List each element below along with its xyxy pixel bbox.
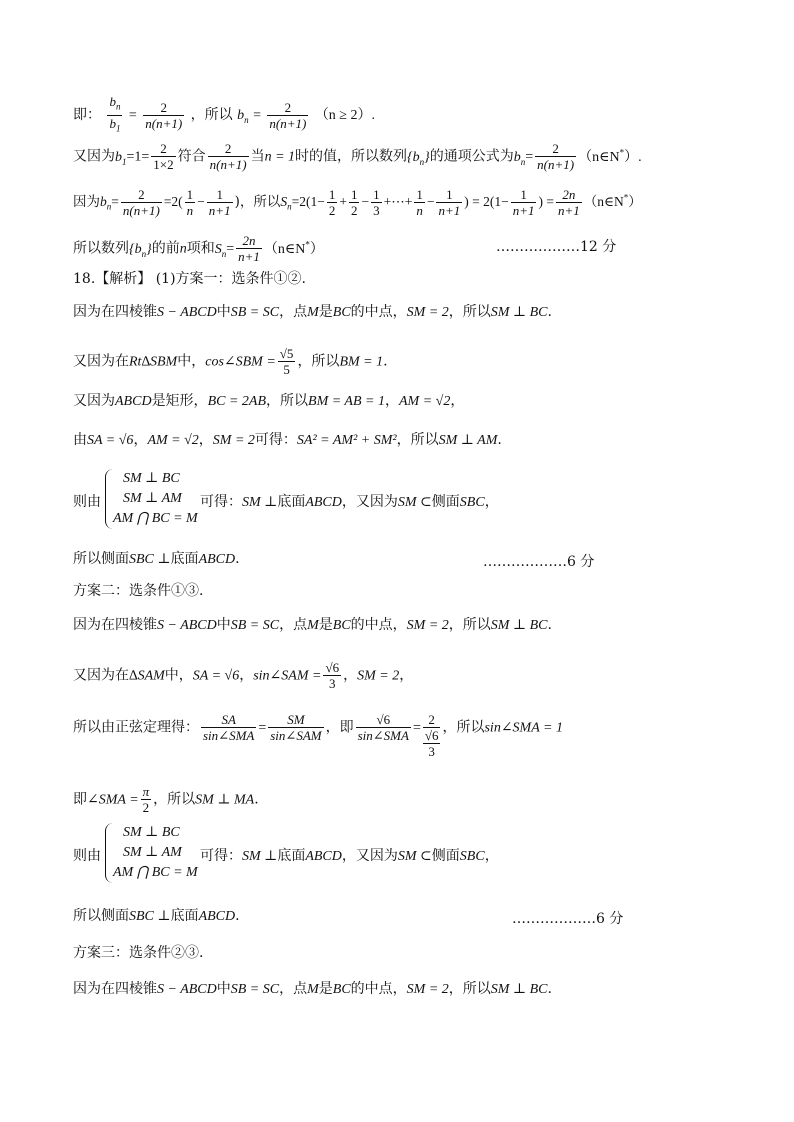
text: ，所以	[190, 107, 233, 124]
section-heading: 方案二：选条件①③.	[73, 583, 204, 599]
domain: （n∈N	[583, 194, 624, 209]
denominator: n(n+1)	[122, 203, 160, 218]
math: −	[426, 194, 435, 209]
domain: （n∈N	[578, 149, 620, 165]
var: {b	[407, 149, 420, 165]
fraction	[371, 187, 382, 218]
line-sine-rule	[73, 712, 733, 759]
text: ，又因为	[341, 848, 398, 864]
text: ）	[628, 194, 642, 209]
denominator: 5	[283, 362, 290, 377]
text: ，所以	[266, 393, 309, 409]
text: .	[497, 432, 502, 448]
text: ，所以	[448, 304, 491, 320]
brace-rows	[113, 469, 198, 529]
fraction	[141, 784, 152, 815]
numerator: √5	[279, 346, 294, 361]
math: SM = 2	[357, 668, 400, 684]
var: {b	[129, 241, 142, 257]
fraction	[323, 660, 341, 691]
equals: =	[253, 108, 261, 124]
text: 因为在四棱锥	[73, 304, 157, 320]
numerator: 2n	[556, 187, 582, 203]
math: SA = √6	[87, 433, 134, 448]
line-ratio	[73, 94, 733, 136]
text: .	[547, 981, 552, 997]
text: ，	[399, 667, 414, 684]
text: 底面	[170, 551, 199, 567]
condition: （n ≥ 2）.	[314, 108, 375, 124]
text: 侧面	[431, 848, 460, 864]
var: b	[237, 108, 245, 124]
var: S	[280, 194, 288, 209]
math: $\{b_n\}$	[129, 241, 152, 259]
math: −	[197, 194, 205, 209]
var: S	[214, 241, 222, 257]
text: 底面	[170, 908, 199, 924]
fraction	[208, 141, 249, 172]
math: =1=	[126, 149, 150, 165]
line-pyramid	[73, 980, 733, 999]
math: BC	[332, 305, 351, 320]
math: n = 1	[264, 149, 296, 165]
text: 又因为	[73, 148, 115, 165]
line-cos	[73, 346, 733, 377]
text: 时的值，所以数列	[295, 148, 408, 165]
math: BC = 2AB	[207, 394, 267, 409]
equals: =	[412, 720, 421, 736]
math: SM ⊥ BC	[490, 982, 548, 997]
text: 的中点，	[350, 981, 407, 997]
text: 即	[73, 791, 87, 808]
text: ，所以	[297, 353, 340, 370]
math: −	[361, 194, 370, 209]
text: ，所以	[442, 719, 485, 736]
condition-row: AM ⋂ BC = M	[113, 865, 198, 880]
text: 因为在四棱锥	[73, 981, 157, 997]
text: 因为在四棱锥	[73, 617, 157, 633]
math: ABCD	[115, 394, 152, 409]
text: )，所以	[234, 194, 281, 210]
denominator: n(n+1)	[537, 157, 575, 172]
math: n	[179, 241, 187, 257]
domain: （n∈N	[263, 241, 306, 257]
brace: }	[424, 149, 430, 165]
math: ∠SMA =	[87, 792, 139, 808]
text: 底面	[277, 848, 306, 864]
text: 又因为	[73, 393, 115, 409]
numerator: 2	[208, 141, 249, 157]
var: b	[115, 149, 122, 165]
math: ) = 2(1−	[464, 194, 509, 209]
numerator: 2n	[236, 233, 262, 249]
numerator: b	[109, 94, 116, 109]
math: SBC	[459, 495, 485, 510]
text: ，	[484, 848, 499, 864]
text: 是	[318, 304, 333, 320]
text: 可得：	[254, 432, 297, 448]
denominator: 2	[142, 800, 150, 815]
text: ，	[133, 432, 148, 448]
line-pythagoras	[73, 431, 733, 450]
text: 的中点，	[350, 304, 407, 320]
text: 的中点，	[350, 617, 407, 633]
section-heading: 方案三：选条件②③.	[73, 945, 204, 961]
fraction	[349, 187, 360, 218]
numerator: 2	[423, 712, 441, 728]
math: BC	[332, 982, 351, 997]
numerator: 1	[373, 187, 380, 202]
equals: =	[128, 108, 137, 124]
numerator: 1	[416, 187, 423, 202]
fraction	[143, 100, 184, 131]
text: .	[254, 791, 259, 808]
math: =2(	[163, 194, 183, 209]
math: BM = 1	[339, 354, 384, 370]
text: 中，	[164, 667, 193, 684]
denominator: n	[186, 203, 194, 218]
math: cos∠SBM =	[205, 354, 276, 370]
math: ABCD	[305, 495, 342, 510]
math: M	[307, 618, 319, 633]
fraction	[151, 141, 175, 172]
math: AM = √2	[147, 433, 199, 448]
fraction	[556, 187, 582, 218]
math: SM ⊥ BC	[490, 618, 548, 633]
math: SBC	[459, 849, 485, 864]
text: ，所以	[448, 617, 491, 633]
text: 项和	[186, 240, 215, 257]
condition-row: SM ⊥ BC	[123, 471, 180, 486]
math: ABCD	[305, 849, 342, 864]
text: 的前	[151, 240, 180, 257]
math: S − ABCD	[157, 305, 217, 320]
fraction	[356, 712, 411, 743]
denominator: n(n+1)	[269, 115, 307, 131]
math: $S_n$	[214, 241, 227, 259]
numerator: 1	[350, 187, 358, 202]
text: ，点	[279, 304, 308, 320]
numerator: 2	[535, 141, 576, 157]
math: $\{b_n\}$	[407, 149, 430, 167]
fraction	[201, 712, 256, 743]
math: BC	[332, 618, 351, 633]
inner-denominator: 3	[428, 744, 435, 759]
fraction	[436, 187, 462, 218]
line-pyramid	[73, 303, 733, 322]
condition-system	[73, 823, 673, 889]
denominator: 2	[350, 203, 358, 218]
text: 则由	[73, 494, 101, 510]
math: SM = 2	[406, 305, 449, 320]
numerator: 2	[121, 187, 162, 203]
line-rectangle	[73, 392, 733, 411]
math: =2(1−	[291, 194, 325, 209]
line-sin	[73, 660, 733, 691]
score-mark: ………………6 分	[512, 911, 624, 927]
math: SM ⊥ BC	[490, 305, 548, 320]
math: sin∠SMA = 1	[484, 720, 563, 736]
text: 又因为在	[73, 353, 129, 370]
numerator: 1	[207, 187, 233, 203]
denominator: sin∠SMA	[357, 728, 409, 743]
math: （n∈N*）	[583, 192, 642, 209]
fraction	[236, 233, 262, 264]
denominator: n+1	[512, 203, 535, 218]
text: .	[547, 304, 552, 320]
fraction	[414, 187, 425, 218]
math: S − ABCD	[157, 618, 217, 633]
text: 中	[216, 617, 231, 633]
math: SBC ⊥	[129, 909, 171, 924]
math: SA² = AM² + SM²	[296, 433, 397, 448]
fraction	[267, 100, 308, 131]
section-heading: 18.【解析】 (1)方案一：选条件①②.	[73, 271, 306, 287]
text: 所以数列	[73, 240, 129, 257]
text: 当	[250, 148, 265, 165]
line-general-term	[73, 141, 733, 172]
denominator: n(n+1)	[145, 115, 183, 131]
math: SM ⊥	[242, 495, 278, 510]
text: .	[547, 617, 552, 633]
brace-rows	[113, 823, 198, 883]
math: （n∈N*）.	[578, 146, 642, 165]
math: +	[339, 194, 347, 209]
text: 又因为在	[73, 667, 129, 684]
math: SM ⊥	[242, 849, 278, 864]
text: 可得：	[200, 848, 242, 864]
math: ABCD	[198, 909, 236, 924]
math: SM = 2	[406, 982, 449, 997]
brace: }	[146, 241, 152, 257]
math: $b_n$	[513, 149, 526, 167]
text: 符合	[177, 148, 206, 165]
text: ，点	[279, 981, 308, 997]
numerator: 2	[151, 141, 175, 157]
numerator: 1	[511, 187, 537, 203]
math: SM ⊥ MA	[195, 792, 255, 808]
text: 中	[216, 981, 231, 997]
text: 是	[318, 981, 333, 997]
equals: =	[258, 720, 267, 736]
text: 则由	[73, 848, 101, 864]
inner-numerator: √6	[424, 728, 439, 743]
numerator: √6	[356, 712, 411, 728]
equals: =	[111, 194, 119, 209]
math: （n∈N*）	[263, 238, 324, 257]
text: 底面	[277, 494, 306, 510]
text: 中	[216, 304, 231, 320]
math: +⋯+	[383, 194, 413, 209]
fraction	[207, 187, 233, 218]
text: 中，	[177, 353, 206, 370]
numerator: 1	[186, 187, 194, 202]
text: .	[235, 551, 240, 567]
text: 所以由正弦定理得：	[73, 719, 199, 736]
numerator: SM	[268, 712, 323, 728]
fraction	[327, 187, 338, 218]
text: 即：	[73, 107, 101, 124]
denominator: n+1	[208, 203, 231, 218]
math: Rt∆SBM	[129, 354, 178, 370]
denominator: 3	[373, 203, 380, 218]
math: $b_n$	[100, 194, 112, 212]
text: ，所以	[396, 432, 439, 448]
math: $b_1$	[115, 149, 127, 167]
text: 是矩形，	[151, 393, 208, 409]
text: ）	[309, 241, 324, 257]
conclusion	[200, 491, 499, 511]
score-mark: ………………12 分	[496, 239, 617, 255]
line-conclusion	[73, 907, 733, 926]
math: SA = √6	[192, 668, 240, 684]
math: $S_n$	[280, 194, 292, 212]
denominator: n	[416, 203, 423, 218]
math: ABCD	[198, 552, 236, 567]
condition-row: SM ⊥ AM	[123, 491, 182, 506]
line-sum-result	[73, 233, 733, 264]
equals: =	[226, 241, 235, 257]
condition-row: SM ⊥ AM	[123, 845, 182, 860]
math: SB = SC	[230, 618, 280, 633]
numerator: 2	[143, 100, 184, 116]
text: 由	[73, 432, 87, 448]
math: SM = 2	[406, 618, 449, 633]
fraction	[268, 712, 323, 743]
denominator: n+1	[557, 203, 580, 218]
denominator: 2	[328, 203, 336, 218]
var: b	[100, 194, 107, 209]
numerator: 2	[267, 100, 308, 116]
math: BM = AB = 1	[308, 394, 385, 409]
text: 可得：	[200, 494, 242, 510]
text: ，	[484, 494, 499, 510]
conclusion	[200, 845, 499, 865]
fraction	[121, 187, 162, 218]
fraction	[185, 187, 196, 218]
text: 因为	[73, 194, 100, 210]
score-mark: ………………6 分	[483, 554, 595, 570]
math: SBC ⊥	[129, 552, 171, 567]
line-sum-derivation	[73, 187, 733, 218]
math: ∆SAM	[129, 668, 165, 684]
line-pyramid	[73, 616, 733, 635]
math: M	[307, 305, 319, 320]
text: .	[383, 353, 388, 370]
math: ) =	[538, 194, 554, 209]
text: ，又因为	[341, 494, 398, 510]
condition-row: SM ⊥ BC	[123, 825, 180, 840]
text: ，	[450, 393, 465, 409]
text: ，	[343, 667, 358, 684]
denominator: n+1	[238, 249, 260, 264]
text: 所以侧面	[73, 908, 129, 924]
denominator: 1×2	[153, 157, 174, 172]
text: 所以侧面	[73, 551, 129, 567]
fraction	[278, 346, 296, 377]
fraction	[535, 141, 576, 172]
math: M	[307, 982, 319, 997]
numerator: SA	[201, 712, 256, 728]
text: ，	[198, 432, 213, 448]
condition-system	[73, 469, 673, 535]
text: 的通项公式为	[429, 148, 514, 165]
denominator: sin∠SMA	[203, 728, 255, 743]
text: ，所以	[153, 791, 196, 808]
denominator: 3	[329, 676, 336, 691]
text: ，点	[279, 617, 308, 633]
numerator: √6	[325, 660, 340, 675]
text: ，所以	[448, 981, 491, 997]
denominator: n(n+1)	[209, 157, 247, 172]
var: b	[513, 149, 521, 165]
condition-row: AM ⋂ BC = M	[113, 511, 198, 526]
line-conclusion	[73, 550, 733, 569]
compound-fraction	[423, 712, 441, 759]
denominator: b	[109, 115, 116, 131]
text: ，即	[325, 719, 354, 736]
math: SM ⊂	[397, 849, 432, 864]
text: 侧面	[431, 494, 460, 510]
equals: =	[525, 149, 534, 165]
denominator: n+1	[438, 203, 461, 218]
math: S − ABCD	[157, 982, 217, 997]
numerator: π	[142, 784, 150, 799]
line-right-angle	[73, 784, 733, 815]
math: AM = √2	[398, 394, 451, 409]
math: $b_n$	[237, 108, 249, 125]
text: .	[235, 908, 240, 924]
math: SB = SC	[230, 982, 280, 997]
math: sin∠SAM =	[253, 668, 322, 684]
math: SB = SC	[230, 305, 280, 320]
denominator: sin∠SAM	[270, 728, 322, 743]
text: ，	[239, 667, 254, 684]
fraction: $\frac{b_n}{b_1}$	[109, 94, 121, 134]
numerator: 1	[328, 187, 336, 202]
fraction	[511, 187, 537, 218]
math: SM ⊥ AM	[438, 433, 498, 448]
text: 是	[318, 617, 333, 633]
text: ，	[384, 393, 399, 409]
numerator: 1	[436, 187, 462, 203]
math: SM = 2	[212, 433, 255, 448]
text: ）.	[624, 149, 642, 165]
math: SM ⊂	[397, 495, 432, 510]
